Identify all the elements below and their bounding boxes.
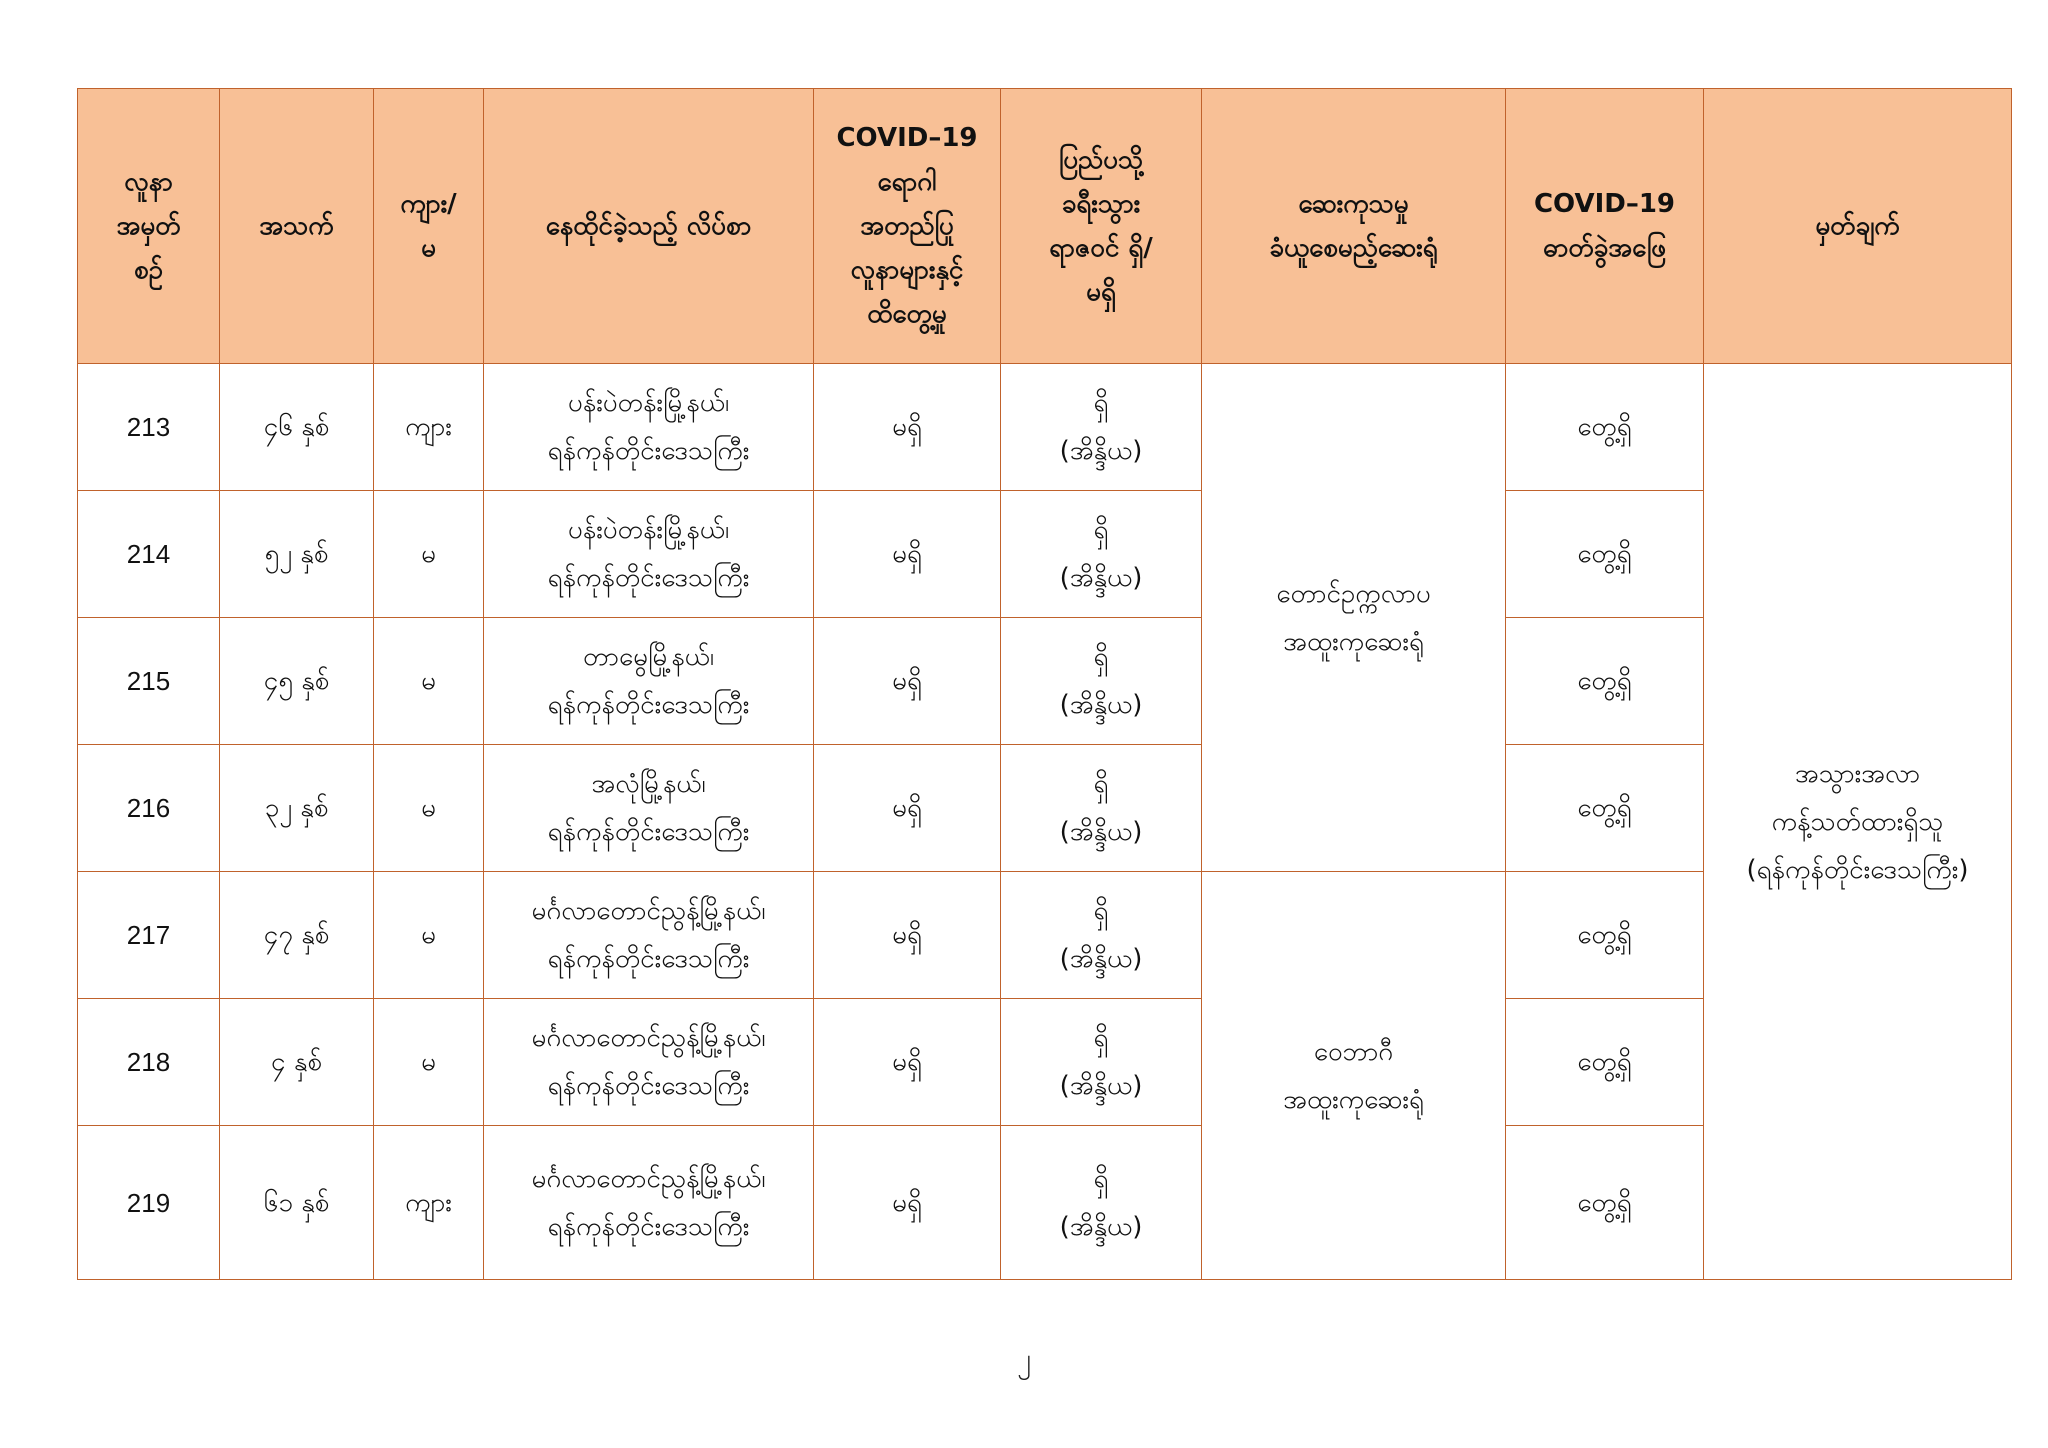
page-number: ၂ [1017,1342,1031,1375]
travel-cell [1001,1126,1202,1280]
case-number-cell [78,618,220,745]
case-number-cell [78,999,220,1126]
travel-cell-text: (အိန္ဒိယ) [1059,817,1143,847]
header-line: လူနာများနှင့် [850,255,964,285]
age-cell [220,999,374,1126]
sex-cell-text: မ [421,920,436,950]
header-sex [374,89,484,364]
address-cell-text: ရန်ကုန်တိုင်းဒေသကြီး [547,944,750,974]
hospital-cell [1202,872,1506,1280]
header-result [1506,89,1704,364]
case-number-cell [78,364,220,491]
address-cell-text: ရန်ကုန်တိုင်းဒေသကြီး [547,563,750,593]
header-row [78,89,2012,364]
remarks-cell-text: (ရန်ကုန်တိုင်းဒေသကြီး) [1746,854,1969,885]
header-travel [1001,89,1202,364]
header-line: အတည်ပြု [860,211,954,241]
result-cell-text: တွေ့ရှိ [1577,1187,1632,1218]
header-line: ခံယူစေမည့်ဆေးရုံ [1269,233,1438,263]
sex-cell-text: မ [421,666,436,696]
sex-cell [374,745,484,872]
sex-cell [374,1126,484,1280]
case-number-cell-text: 218 [126,1047,171,1077]
remarks-cell-text: ကန့်သတ်ထားရှိသူ [1771,806,1944,837]
travel-cell-text: (အိန္ဒိယ) [1059,1211,1143,1242]
age-cell-text: ၄၅ နှစ် [263,666,330,696]
travel-cell [1001,745,1202,872]
contact-cell-text: မရှိ [892,539,922,569]
case-number-cell [78,872,220,999]
contact-cell [814,491,1001,618]
contact-cell-text: မရှိ [892,412,922,442]
age-cell-text: ၃၂ နှစ် [264,793,329,823]
address-cell-text: မင်္ဂလာတောင်ညွန့်မြို့နယ်၊ [531,896,766,926]
case-number-cell-text: 213 [126,412,171,442]
age-cell-text: ၄ နှစ် [271,1047,322,1077]
result-cell-text: တွေ့ရှိ [1577,793,1632,823]
header-age: အသက် [220,89,374,364]
header-line: ပြည်ပသို့ [1058,145,1144,175]
contact-cell [814,364,1001,491]
header-line: မ [421,233,436,263]
address-cell-text: ရန်ကုန်တိုင်းဒေသကြီး [547,690,750,720]
address-cell [484,872,814,999]
contact-cell-text: မရှိ [892,1187,922,1218]
header-line: ဓာတ်ခွဲအဖြေ [1543,233,1666,263]
header-line: မရှိ [1086,277,1116,307]
age-cell [220,872,374,999]
result-cell [1506,491,1704,618]
age-cell [220,745,374,872]
case-number-cell [78,1126,220,1280]
travel-cell [1001,364,1202,491]
sex-cell [374,364,484,491]
travel-cell-text: ရှိ [1093,896,1109,926]
header-line: ထိတွေ့မှု [867,299,947,329]
contact-cell [814,745,1001,872]
address-cell-text: ပန်းပဲတန်းမြို့နယ်၊ [567,388,730,418]
travel-cell [1001,618,1202,745]
hospital-cell-text: ဝေဘာဂီ [1313,1036,1394,1067]
sex-cell-text: ကျား [405,412,452,442]
remarks-cell [1704,364,2012,1280]
header-hospital [1202,89,1506,364]
result-cell [1506,1126,1704,1280]
address-cell-text: ရန်ကုန်တိုင်းဒေသကြီး [547,1211,750,1242]
case-number-cell-text: 216 [126,793,171,823]
header-line: ဆေးကုသမှု [1298,189,1409,219]
age-cell [220,618,374,745]
address-cell-text: ရန်ကုန်တိုင်းဒေသကြီး [547,817,750,847]
hospital-cell-text: အထူးကုဆေးရုံ [1283,1084,1424,1115]
address-cell-text: ရန်ကုန်တိုင်းဒေသကြီး [547,1071,750,1101]
header-remarks: မှတ်ချက် [1704,89,2012,364]
case-number-cell [78,491,220,618]
sex-cell-text: မ [421,1047,436,1077]
age-cell-text: ၅၂ နှစ် [264,539,329,569]
sex-cell [374,872,484,999]
case-number-cell-text: 214 [126,539,171,569]
sex-cell [374,618,484,745]
case-number-cell-text: 215 [126,666,171,696]
age-cell-text: ၆၁ နှစ် [263,1187,330,1218]
address-cell-text: ပန်းပဲတန်းမြို့နယ်၊ [567,515,730,545]
sex-cell-text: ကျား [405,1187,452,1218]
header-line: စဉ် [133,255,164,285]
result-cell-text: တွေ့ရှိ [1577,412,1632,442]
travel-cell-text: ရှိ [1093,1163,1109,1194]
travel-cell-text: ရှိ [1093,1023,1109,1053]
case-number-cell-text: 217 [126,920,171,950]
contact-cell-text: မရှိ [892,793,922,823]
header-line: COVID–19 [1533,189,1676,219]
travel-cell-text: (အိန္ဒိယ) [1059,1071,1143,1101]
result-cell [1506,999,1704,1126]
address-cell-text: အလုံမြို့နယ်၊ [591,769,706,799]
sex-cell-text: မ [421,793,436,823]
age-cell [220,491,374,618]
sex-cell [374,999,484,1126]
result-cell [1506,745,1704,872]
header-address: နေထိုင်ခဲ့သည့် လိပ်စာ [484,89,814,364]
address-cell [484,364,814,491]
travel-cell-text: ရှိ [1093,642,1109,672]
header-line: ရာဇဝင် ရှိ/ [1049,233,1153,263]
contact-cell-text: မရှိ [892,1047,922,1077]
contact-cell-text: မရှိ [892,666,922,696]
age-cell [220,364,374,491]
travel-cell-text: ရှိ [1093,515,1109,545]
sex-cell-text: မ [421,539,436,569]
header-contact [814,89,1001,364]
contact-cell [814,618,1001,745]
case-number-cell-text: 219 [126,1187,171,1218]
header-line: ခရီးသွား [1061,189,1141,219]
travel-cell [1001,872,1202,999]
age-cell-text: ၄၆ နှစ် [263,412,330,442]
address-cell-text: မင်္ဂလာတောင်ညွန့်မြို့နယ်၊ [531,1163,766,1194]
contact-cell-text: မရှိ [892,920,922,950]
address-cell [484,999,814,1126]
result-cell [1506,364,1704,491]
remarks-cell-text: အသွားအလာ [1794,758,1921,789]
contact-cell [814,872,1001,999]
table-row [78,364,2012,491]
header-line: အမှတ် [116,211,181,241]
covid-case-table [77,88,2012,1280]
contact-cell [814,999,1001,1126]
travel-cell-text: ရှိ [1093,769,1109,799]
contact-cell [814,1126,1001,1280]
travel-cell-text: (အိန္ဒိယ) [1059,690,1143,720]
age-cell [220,1126,374,1280]
header-line: ကျား/ [400,189,457,219]
travel-cell [1001,999,1202,1126]
header-line: COVID–19 [836,123,978,153]
hospital-cell [1202,364,1506,872]
result-cell-text: တွေ့ရှိ [1577,539,1632,569]
address-cell-text: တာမွေမြို့နယ်၊ [582,642,714,672]
hospital-cell-text: တောင်ဥက္ကလာပ [1276,578,1431,609]
address-cell [484,1126,814,1280]
travel-cell-text: (အိန္ဒိယ) [1059,944,1143,974]
result-cell [1506,618,1704,745]
address-cell [484,618,814,745]
header-line: ရောဂါ [877,167,937,197]
address-cell-text: ရန်ကုန်တိုင်းဒေသကြီး [547,436,750,466]
travel-cell-text: ရှိ [1093,388,1109,418]
result-cell [1506,872,1704,999]
age-cell-text: ၄၇ နှစ် [263,920,330,950]
address-cell-text: မင်္ဂလာတောင်ညွန့်မြို့နယ်၊ [531,1023,766,1053]
travel-cell-text: (အိန္ဒိယ) [1059,563,1143,593]
sex-cell [374,491,484,618]
result-cell-text: တွေ့ရှိ [1577,666,1632,696]
hospital-cell-text: အထူးကုဆေးရုံ [1283,626,1424,657]
header-case-no [78,89,220,364]
header-line: လူနာ [124,167,173,197]
address-cell [484,491,814,618]
address-cell [484,745,814,872]
travel-cell [1001,491,1202,618]
travel-cell-text: (အိန္ဒိယ) [1059,436,1143,466]
result-cell-text: တွေ့ရှိ [1577,1047,1632,1077]
case-number-cell [78,745,220,872]
result-cell-text: တွေ့ရှိ [1577,920,1632,950]
